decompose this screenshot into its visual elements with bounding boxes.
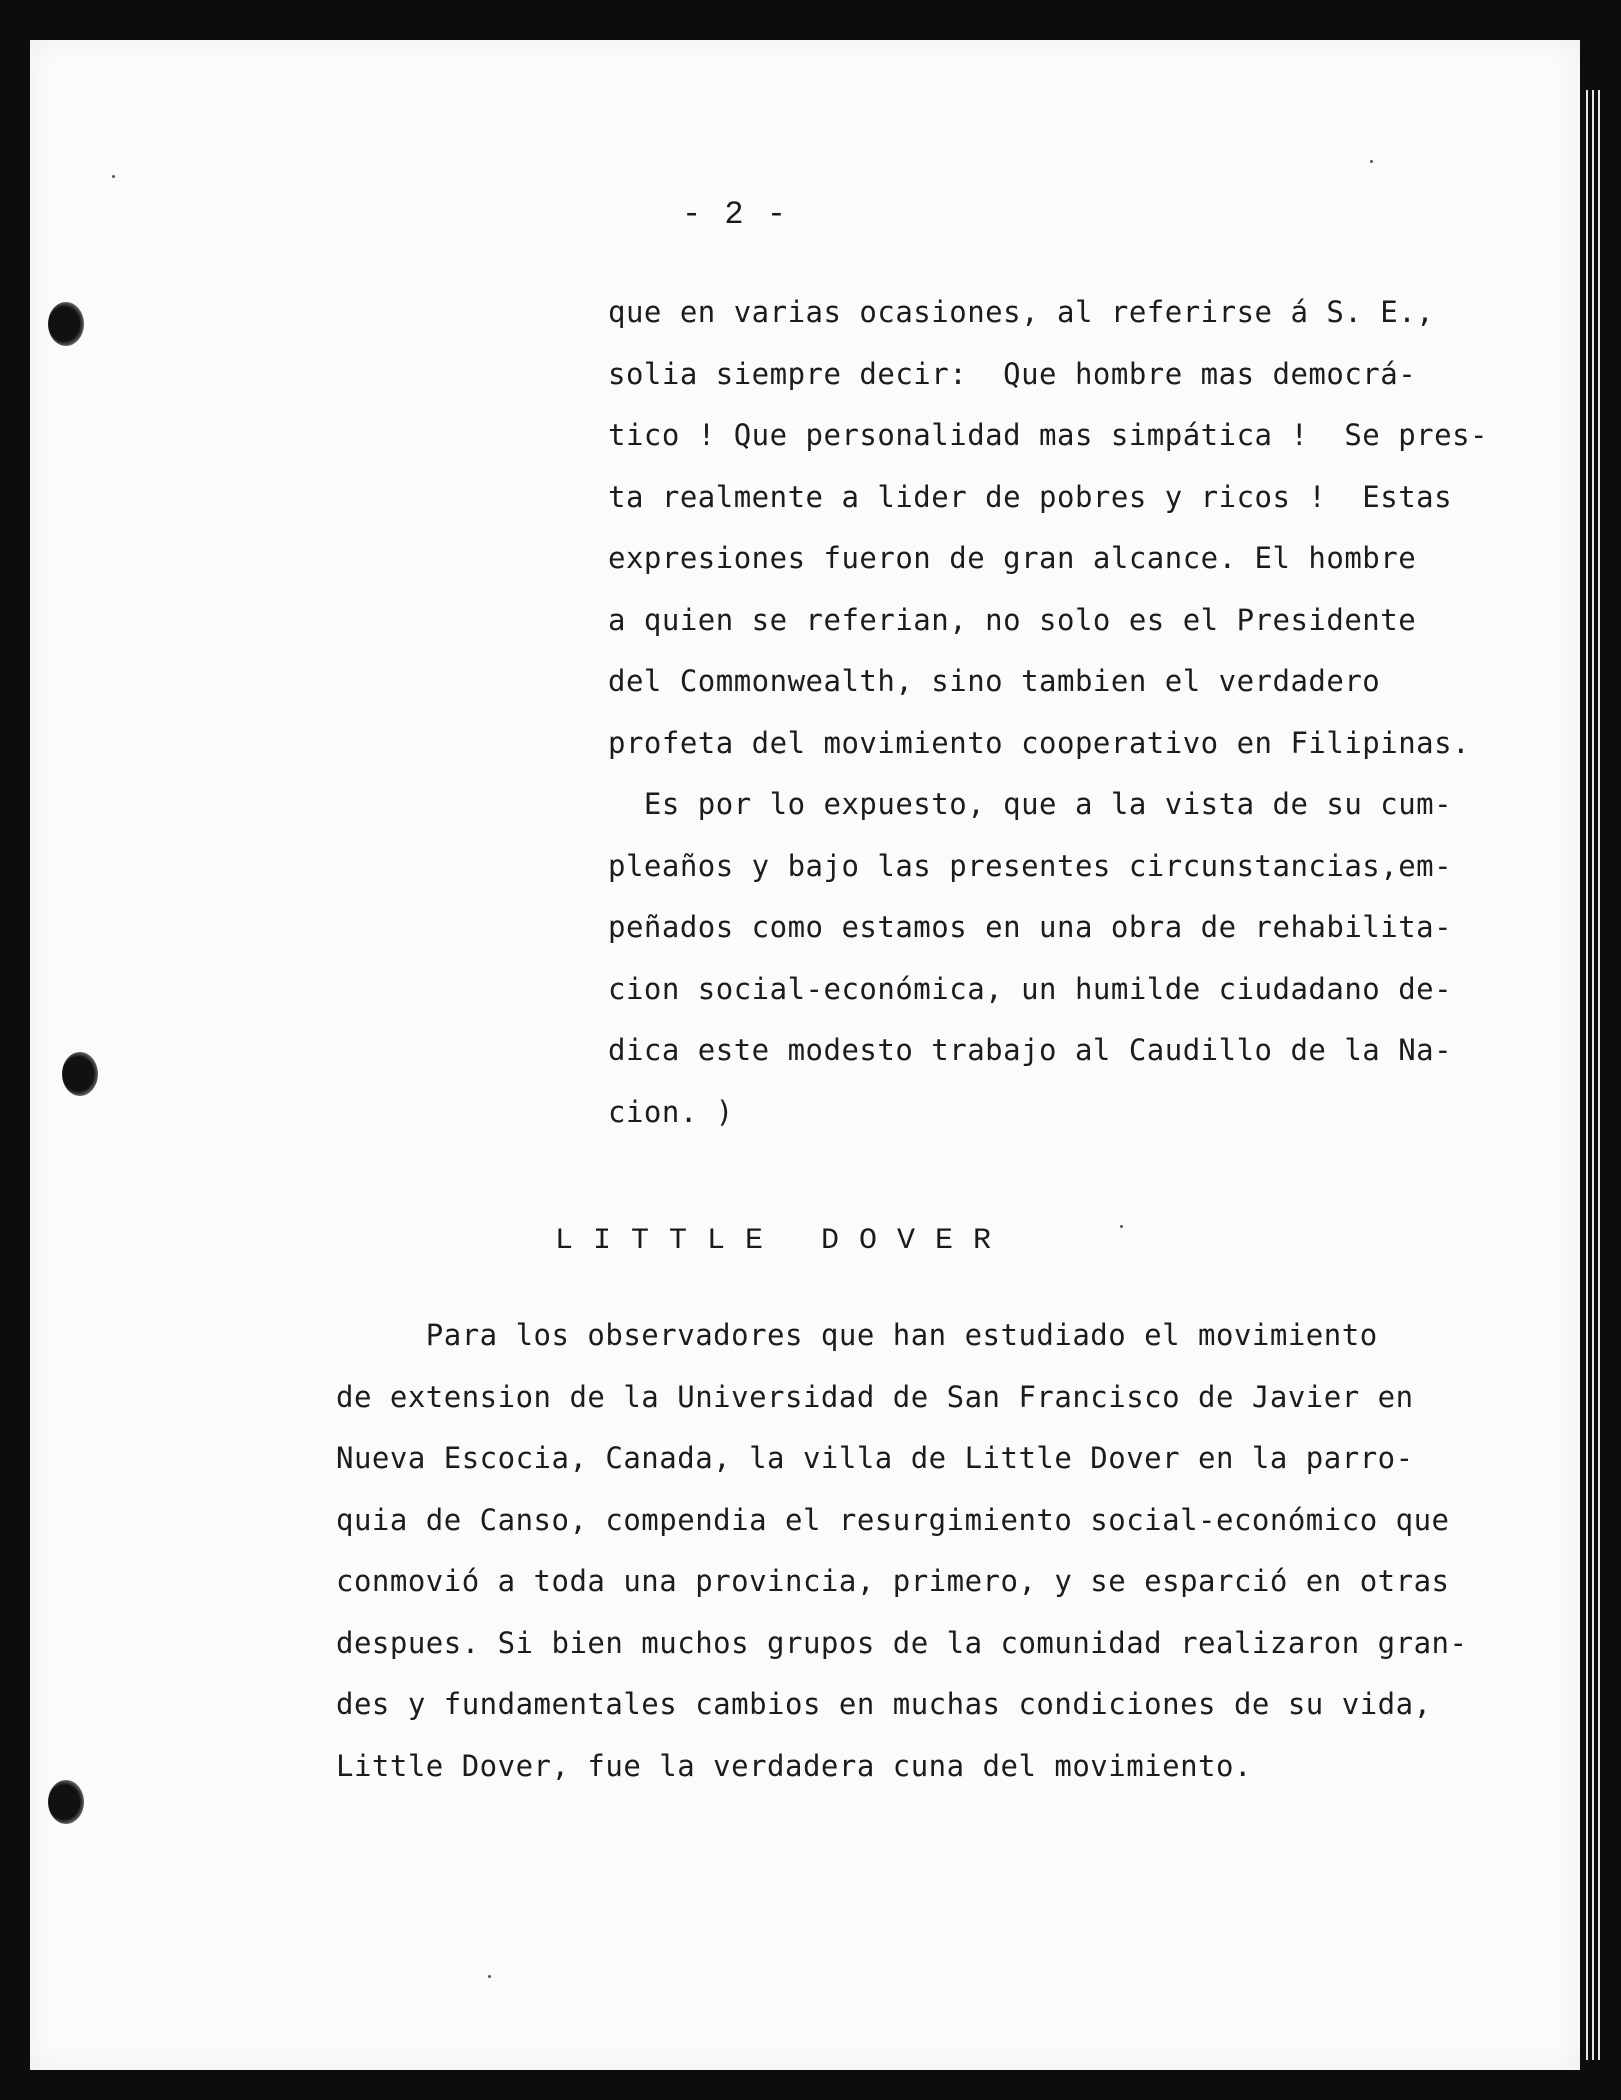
text-line: despues. Si bien muchos grupos de la comunidad realizaron gran- bbox=[336, 1625, 1468, 1660]
text-line: Es por lo expuesto, que a la vista de su cum- bbox=[608, 787, 1453, 821]
sheet-edge bbox=[1586, 90, 1588, 2060]
sheet-edge bbox=[1592, 90, 1594, 2060]
text-line: solia siempre decir: Que hombre mas democrá- bbox=[608, 356, 1417, 391]
text-line: conmovió a toda una provincia, primero, y se esparció en otras bbox=[336, 1564, 1450, 1598]
binder-hole bbox=[62, 1052, 98, 1096]
page-number: - 2 - bbox=[682, 196, 789, 233]
section-title: LITTLE DOVER bbox=[555, 1224, 1012, 1258]
ink-speck bbox=[1120, 1225, 1123, 1228]
text-line: que en varias ocasiones, al referirse á S. E., bbox=[608, 295, 1435, 329]
text-line: quia de Canso, compendia el resurgimiento social-económico que bbox=[336, 1502, 1450, 1537]
text-line: de extension de la Universidad de San Francisco de Javier en bbox=[336, 1379, 1414, 1414]
text-line: cion social-económica, un humilde ciudadano de- bbox=[608, 971, 1453, 1006]
ink-speck bbox=[112, 175, 115, 178]
text-line: a quien se referian, no solo es el Presidente bbox=[608, 602, 1417, 637]
text-line: expresiones fueron de gran alcance. El hombre bbox=[608, 541, 1417, 575]
ink-speck bbox=[488, 1975, 491, 1978]
text-line: dica este modesto trabajo al Caudillo de la Na- bbox=[608, 1033, 1453, 1067]
text-line: peñados como estamos en una obra de rehabilita- bbox=[608, 910, 1453, 944]
text-line: tico ! Que personalidad mas simpática ! Se pres- bbox=[608, 418, 1489, 452]
section-body bbox=[336, 1305, 1467, 1797]
binder-hole bbox=[48, 1780, 84, 1824]
sheet-edge bbox=[1598, 90, 1600, 2060]
binder-hole bbox=[48, 302, 84, 346]
continuation-text bbox=[608, 282, 1488, 1143]
text-line: Nueva Escocia, Canada, la villa de Little Dover en la parro- bbox=[336, 1441, 1414, 1475]
ink-speck bbox=[1370, 160, 1373, 163]
text-line: profeta del movimiento cooperativo en Filipinas. bbox=[608, 725, 1471, 760]
text-line: Para los observadores que han estudiado el movimiento bbox=[336, 1318, 1378, 1352]
text-line: Little Dover, fue la verdadera cuna del movimiento. bbox=[336, 1748, 1252, 1783]
text-line: des y fundamentales cambios en muchas condiciones de su vida, bbox=[336, 1687, 1432, 1721]
text-line: del Commonwealth, sino tambien el verdadero bbox=[608, 664, 1381, 698]
text-line: cion. ) bbox=[608, 1094, 734, 1129]
text-line: pleaños y bajo las presentes circunstancias,em- bbox=[608, 848, 1453, 883]
text-line: ta realmente a lider de pobres y ricos ! Estas bbox=[608, 479, 1453, 514]
